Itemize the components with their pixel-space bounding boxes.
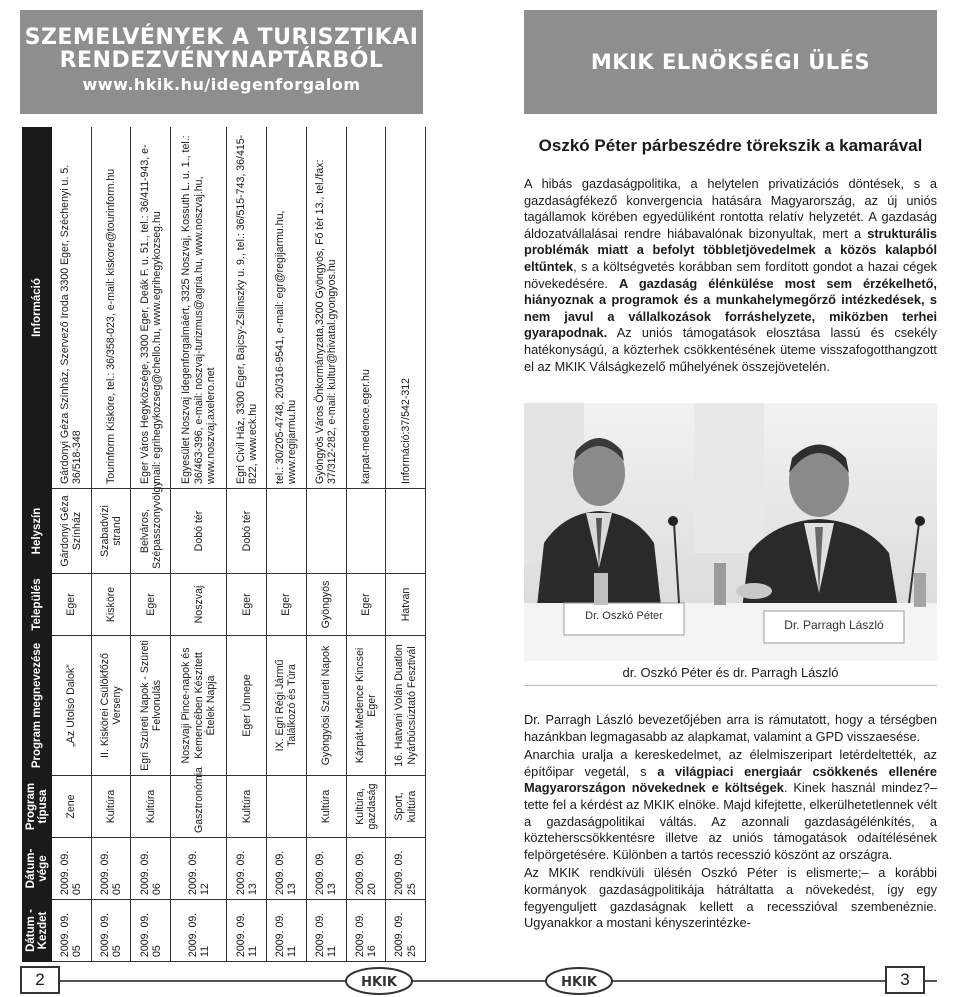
cell-end-date: 2009. 09. 12 xyxy=(171,838,227,900)
cell-start-date: 2009. 09. 11 xyxy=(267,900,307,962)
header-info: Információ xyxy=(23,127,52,489)
cell-program-type: Zene xyxy=(52,776,92,838)
table-row xyxy=(171,127,227,962)
article-title: Oszkó Péter párbeszédre törekszik a kamarával xyxy=(538,136,923,155)
events-banner xyxy=(20,10,423,114)
article-paragraph-2: Dr. Parragh László bevezetőjében arra is rámutatott, hogy a térségben hazánkban legmagasabb az alapkamat, valamint a GPD visszaesése. xyxy=(524,712,937,744)
cell-town: Eger xyxy=(346,574,386,636)
cell-town: Eger xyxy=(267,574,307,636)
cell-venue xyxy=(306,489,346,574)
cell-venue xyxy=(386,489,426,574)
cell-program-name: Egri Szüreti Napok - Szüreti Felvonulás xyxy=(131,636,171,776)
table-row xyxy=(346,127,386,962)
cell-end-date: 2009. 09. 05 xyxy=(91,838,131,900)
cell-town: Eger xyxy=(227,574,267,636)
cell-town: Eger xyxy=(52,574,92,636)
cell-start-date: 2009. 09. 11 xyxy=(227,900,267,962)
photo-illustration xyxy=(524,403,937,662)
cell-venue: Dobó tér xyxy=(227,489,267,574)
page-number-left: 2 xyxy=(20,966,60,994)
cell-town: Noszvaj xyxy=(171,574,227,636)
article-paragraph-1: A hibás gazdaságpolitika, a helytelen privatizációs döntések, s a gazdaságfékező konvergencia hatására Magyarország, az új uniós tagállamok körében egyedüliként rontotta relatív helyzetét. A gazdaság áldozatvállalásai rendre hiábavalónak bizonyultak, mert a strukturális problémák miatt a befolyt többletjövedelmek a közös kalapból eltűntek, s a költségvetés korábban sem fordított gondot a hazai cégek növekedésére. A gazdaság élénkülése most sem érzékelhető, hiányoznak a programok és a munkahelymegőrző intézkedések, s nem javul a vállalkozások forráshelyzete, miközben terhei gyarapodnak. Az uniós támogatások elosztása lassú és csekély hatékonyságú, a közterhek csökkentésének üteme visszafogotthangzott el az MKIK Válságkezelő műhelyének összejövetelén. xyxy=(524,176,937,374)
cell-info: Egri Civil Ház, 3300 Eger, Bajcsy-Zsilinszky u. 9., tel.: 36/515-743, 36/415-822, www.eck.hu xyxy=(227,127,267,489)
cell-program-type: Kultúra xyxy=(227,776,267,838)
cell-program-name: Gyöngyösi Szüreti Napok xyxy=(306,636,346,776)
page-number-right: 3 xyxy=(885,966,925,994)
events-table-area xyxy=(22,127,426,962)
table-row xyxy=(267,127,307,962)
cell-program-name: Noszvaji Pince-napok és Kemencében Készített Ételek Napja xyxy=(171,636,227,776)
table-header-row xyxy=(23,127,52,962)
cell-venue: Gárdonyi Géza Színház xyxy=(52,489,92,574)
cell-venue: Dobó tér xyxy=(171,489,227,574)
article xyxy=(524,130,937,375)
cell-town: Gyöngyös xyxy=(306,574,346,636)
table-row xyxy=(227,127,267,962)
banner-title-line2: RENDEZVÉNYNAPTÁRBÓL xyxy=(59,48,384,74)
cell-program-name: II. Kiskörei Csülökfőző Verseny xyxy=(91,636,131,776)
cell-end-date: 2009. 09. 05 xyxy=(52,838,92,900)
photo-caption: dr. Oszkó Péter és dr. Parragh László xyxy=(524,661,937,685)
header-end-date: Dátum-vége xyxy=(23,838,52,900)
cell-start-date: 2009. 09. 11 xyxy=(306,900,346,962)
cell-program-name: Eger Ünnepe xyxy=(227,636,267,776)
cell-program-name: „Az Utolsó Dalok” xyxy=(52,636,92,776)
table-row xyxy=(131,127,171,962)
banner-title-line1: SZEMELVÉNYEK A TURISZTIKAI xyxy=(24,25,419,50)
header-program-name: Program megnevezése xyxy=(23,636,52,776)
article-paragraph-3: Anarchia uralja a kereskedelmet, az élelmiszeripart letérdeltették, az építőipar vegetál, s a világpiaci energiaár csökkenés ellenére Magyarországon növekednek e költségek. Kinek használ mindez?– tette fel a kérdést az MKIK elnöke. Majd kifejtette, elkerülhetetlennek vélt a gazdaságpolitikai váltás. Az azonnali gazdaságélénkítés, a közteherscsökkentésre illetve az uniós támogatások odaítélésének felpörgetésére. Különben a tartós recesszió köszönt az országra. xyxy=(524,747,937,862)
cell-program-type: Kultúra xyxy=(131,776,171,838)
cell-end-date: 2009. 09. 13 xyxy=(267,838,307,900)
cell-info: Információ:37/542-312 xyxy=(386,127,426,489)
svg-text:HKIK: HKIK xyxy=(361,975,397,990)
cell-venue xyxy=(346,489,386,574)
article-paragraph-4: Az MKIK rendkívüli ülésén Oszkó Péter is elismerte;– a korábbi kormányok gazdaságpolitikája hátráltatta a növekedést, így egy fegyenguljett gazdaságnak kellett a recesszióval szembenéznie. Ugyanakkor a mostani kényszerintézke- xyxy=(524,865,937,931)
footer-rule xyxy=(20,980,937,982)
cell-info: Eger Város Hegyközsége, 3300 Eger, Deák F. u. 51., tel.: 36/411-943, e-mail: egrihegykozseg@chello.hu, www.egrihegykozseg.hu xyxy=(131,127,171,489)
cell-town: Kisköre xyxy=(91,574,131,636)
cell-start-date: 2009. 09. 05 xyxy=(52,900,92,962)
cell-start-date: 2009. 09. 16 xyxy=(346,900,386,962)
cell-end-date: 2009. 09. 25 xyxy=(386,838,426,900)
cell-program-type: Kultúra xyxy=(91,776,131,838)
cell-info: Tourinform Kisköre, tel.: 36/358-023, e-mail: kiskore@tourinform.hu xyxy=(91,127,131,489)
events-table xyxy=(22,127,426,962)
table-row xyxy=(306,127,346,962)
header-start-date: Dátum - Kezdet xyxy=(23,900,52,962)
header-town: Település xyxy=(23,574,52,636)
cell-program-type: Kultúra xyxy=(306,776,346,838)
meeting-banner: MKIK ELNÖKSÉGI ÜLÉS xyxy=(524,10,937,114)
cell-venue: Belváros, Szépasszonyvölgy xyxy=(131,489,171,574)
cell-info: Gárdonyi Géza Színház, Szervező Iroda 3300 Eger, Széchenyi u. 5. 36/518-348 xyxy=(52,127,92,489)
cell-start-date: 2009. 09. 25 xyxy=(386,900,426,962)
cell-program-name: Kárpát-Medence Kincsei Eger xyxy=(346,636,386,776)
cell-info: Gyöngyös Város Önkormányzata,3200 Gyöngyös, Fő tér 13., tel./fax: 37/312-282, e-mail: kultur@hivatal.gyongyos.hu xyxy=(306,127,346,489)
cell-program-type: Kultúra, gazdaság xyxy=(346,776,386,838)
article-continued xyxy=(524,712,937,934)
name-plate-oszko: Dr. Oszkó Péter xyxy=(585,610,663,622)
cell-end-date: 2009. 09. 13 xyxy=(306,838,346,900)
cell-town: Hatvan xyxy=(386,574,426,636)
cell-program-type: Sport, kultúra xyxy=(386,776,426,838)
cell-start-date: 2009. 09. 05 xyxy=(131,900,171,962)
table-row xyxy=(91,127,131,962)
cell-info: tel.: 30/205-4748, 20/316-9541, e-mail: egr@regijarmu.hu, www.regijarmu.hu xyxy=(267,127,307,489)
cell-info: Egyesület Noszvaj Idegenforgalmáért, 3325 Noszvaj, Kossuth L. u. 1., tel.: 36/463-396, e-mail: noszvaj-turizmus@agria.hu, www.noszvaj.hu, www.noszvaj.axelero.net xyxy=(171,127,227,489)
cell-end-date: 2009. 09. 13 xyxy=(227,838,267,900)
header-program-type: Program típusa xyxy=(23,776,52,838)
cell-program-name: 16. Hatvani Volán Duatlon Nyárbúcsúztató Fesztivál xyxy=(386,636,426,776)
name-plate-parragh: Dr. Parragh László xyxy=(784,618,884,632)
cell-program-type xyxy=(267,776,307,838)
cell-program-type: Gasztronómia xyxy=(171,776,227,838)
svg-text:HKIK: HKIK xyxy=(561,975,597,990)
table-row xyxy=(52,127,92,962)
cell-start-date: 2009. 09. 11 xyxy=(171,900,227,962)
cell-info: karpat-medence.eger.hu xyxy=(346,127,386,489)
meeting-photo xyxy=(524,403,937,686)
cell-end-date: 2009. 09. 06 xyxy=(131,838,171,900)
cell-venue: Szabadvízi strand xyxy=(91,489,131,574)
cell-town: Eger xyxy=(131,574,171,636)
table-row xyxy=(386,127,426,962)
cell-start-date: 2009. 09. 05 xyxy=(91,900,131,962)
cell-program-name: IX. Egri Régi Jármű Találkozó és Túra xyxy=(267,636,307,776)
hkik-logo-right xyxy=(544,966,614,996)
cell-venue xyxy=(267,489,307,574)
hkik-logo-left xyxy=(344,966,414,996)
cell-end-date: 2009. 09. 20 xyxy=(346,838,386,900)
header-venue: Helyszín xyxy=(23,489,52,574)
banner-url[interactable]: www.hkik.hu/idegenforgalom xyxy=(82,75,361,95)
